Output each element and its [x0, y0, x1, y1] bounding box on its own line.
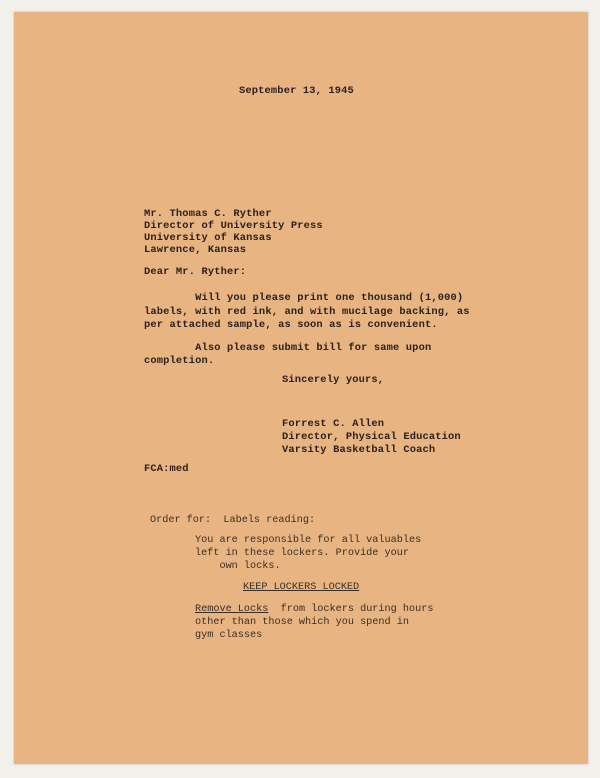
signer-title: Director, Physical Education: [282, 431, 461, 443]
remove-locks-text: Remove Locks: [195, 604, 269, 615]
typist-initials: FCA:med: [144, 463, 189, 475]
label-text-line: gym classes: [195, 630, 263, 641]
label-text-line: own locks.: [195, 561, 281, 572]
label-text-line: You are responsible for all valuables: [195, 535, 422, 546]
paragraph-line: per attached sample, as soon as is convenient.: [144, 319, 438, 331]
label-caption: KEEP LOCKERS LOCKED: [243, 582, 360, 593]
paragraph-line: completion.: [144, 355, 215, 367]
recipient-city: Lawrence, Kansas: [144, 244, 247, 256]
letter-date: September 13, 1945: [239, 85, 354, 97]
letter-page: [14, 12, 588, 764]
order-heading: Order for: Labels reading:: [150, 515, 316, 526]
closing: Sincerely yours,: [282, 374, 385, 386]
signer-title: Varsity Basketball Coach: [282, 444, 436, 456]
recipient-name: Mr. Thomas C. Ryther: [144, 208, 272, 220]
paragraph-line: Also please submit bill for same upon: [144, 342, 432, 354]
recipient-org: University of Kansas: [144, 232, 272, 244]
recipient-title: Director of University Press: [144, 220, 323, 232]
label-text-line: [195, 603, 433, 617]
remove-line-rest: from lockers during hours: [268, 604, 434, 615]
paragraph-line: labels, with red ink, and with mucilage backing, as: [144, 306, 470, 318]
paragraph-line: Will you please print one thousand (1,000): [144, 292, 464, 304]
label-text-line: left in these lockers. Provide your: [195, 548, 409, 559]
signer-name: Forrest C. Allen: [282, 418, 385, 430]
salutation: Dear Mr. Ryther:: [144, 266, 247, 278]
label-text-line: other than those which you spend in: [195, 617, 409, 628]
